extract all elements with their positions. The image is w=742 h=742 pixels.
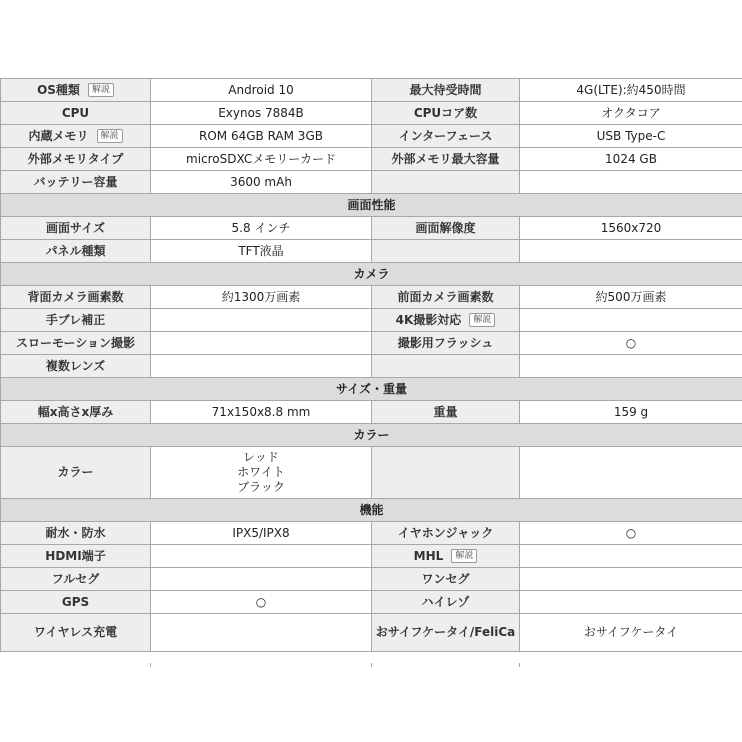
spec-label: イヤホンジャック (397, 525, 494, 540)
spec-value-cell (520, 309, 742, 332)
spec-row (1, 148, 742, 171)
spec-table (0, 78, 742, 652)
spec-label-cell (1, 125, 151, 148)
spec-label: 幅x高さx厚み (37, 404, 114, 419)
spec-row (1, 125, 742, 148)
spec-value-cell (520, 148, 742, 171)
spec-row (1, 522, 742, 545)
spec-label-cell (372, 79, 520, 102)
section-header-row (1, 499, 742, 522)
spec-row (1, 447, 742, 499)
spec-label-cell (1, 286, 151, 309)
spec-value-cell (151, 545, 372, 568)
spec-label-cell (1, 240, 151, 263)
table-border-tail (150, 663, 151, 667)
spec-label: 外部メモリタイプ (27, 151, 124, 166)
section-header-row (1, 424, 742, 447)
spec-label: おサイフケータイ/FeliCa (375, 625, 516, 639)
spec-label: ワンセグ (421, 571, 470, 586)
spec-value-cell (520, 79, 742, 102)
spec-label-cell (372, 614, 520, 652)
spec-label: CPUコア数 (413, 105, 478, 120)
spec-value: 1560x720 (600, 220, 662, 235)
spec-value: ROM 64GB RAM 3GB (199, 128, 323, 143)
spec-value-cell (520, 217, 742, 240)
spec-label: ワイヤレス充電 (33, 625, 118, 639)
spec-label-cell (1, 591, 151, 614)
spec-value-cell (520, 355, 742, 378)
table-border-tail (519, 663, 520, 667)
spec-value-cell (520, 447, 742, 499)
spec-row (1, 217, 742, 240)
spec-value-cell (151, 286, 372, 309)
spec-label-cell (372, 447, 520, 499)
spec-row (1, 79, 742, 102)
spec-label-cell (372, 568, 520, 591)
spec-row (1, 240, 742, 263)
spec-value: USB Type-C (596, 128, 666, 143)
spec-label-cell (1, 401, 151, 424)
spec-value: microSDXCメモリーカード (186, 151, 336, 166)
spec-value: 約500万画素 (595, 289, 667, 304)
spec-value-cell (520, 591, 742, 614)
section-header-row (1, 194, 742, 217)
spec-label-cell (372, 240, 520, 263)
spec-label: パネル種類 (45, 243, 106, 258)
spec-label: 重量 (433, 404, 458, 419)
spec-value-cell (520, 240, 742, 263)
spec-label-cell (372, 309, 520, 332)
spec-label: GPS (61, 594, 90, 609)
spec-label: バッテリー容量 (33, 174, 118, 189)
spec-label: 内蔵メモリ (28, 128, 89, 143)
section-title: カメラ (1, 263, 742, 286)
spec-value: おサイフケータイ (583, 625, 679, 639)
spec-label: 画面解像度 (415, 220, 476, 235)
spec-label-cell (1, 447, 151, 499)
spec-label-cell (372, 102, 520, 125)
spec-row (1, 171, 742, 194)
spec-value-cell (520, 171, 742, 194)
spec-label-cell (372, 286, 520, 309)
spec-label: CPU (61, 105, 90, 120)
section-title: 機能 (1, 499, 742, 522)
spec-value-cell (520, 125, 742, 148)
spec-label: 手ブレ補正 (45, 312, 106, 327)
spec-label-cell (372, 171, 520, 194)
spec-label: フルセグ (51, 571, 100, 586)
spec-label: 画面サイズ (45, 220, 106, 235)
spec-row (1, 286, 742, 309)
section-header-row (1, 378, 742, 401)
section-header-row (1, 263, 742, 286)
spec-row (1, 401, 742, 424)
spec-value: 4G(LTE):約450時間 (576, 82, 686, 97)
spec-value-cell (520, 102, 742, 125)
explanation-link-button[interactable]: 解説 (97, 129, 123, 143)
spec-value-cell (151, 614, 372, 652)
spec-label-cell (1, 545, 151, 568)
spec-value-cell (151, 332, 372, 355)
spec-value-cell (520, 401, 742, 424)
spec-value-cell (520, 614, 742, 652)
spec-value: Exynos 7884B (218, 105, 304, 120)
spec-value: 71x150x8.8 mm (211, 404, 311, 419)
spec-row (1, 545, 742, 568)
spec-label-cell (1, 332, 151, 355)
spec-value: IPX5/IPX8 (232, 525, 290, 540)
spec-value-cell (520, 286, 742, 309)
spec-label-cell (372, 217, 520, 240)
spec-value-cell (520, 522, 742, 545)
spec-label: スローモーション撮影 (15, 335, 136, 350)
spec-label-cell (1, 217, 151, 240)
spec-value: 159 g (613, 404, 649, 419)
spec-label-cell (372, 545, 520, 568)
spec-label: 外部メモリ最大容量 (391, 151, 500, 166)
spec-value: 1024 GB (605, 151, 657, 166)
spec-label: 最大待受時間 (409, 82, 482, 97)
value-line: レッド (243, 450, 279, 464)
spec-label-cell (1, 102, 151, 125)
spec-value-cell (151, 217, 372, 240)
explanation-link-button[interactable]: 解説 (88, 83, 114, 97)
spec-row (1, 102, 742, 125)
spec-row (1, 355, 742, 378)
spec-value: オクタコア (601, 105, 661, 120)
spec-label-cell (1, 522, 151, 545)
spec-value: ○ (255, 594, 267, 609)
spec-label: 耐水・防水 (45, 525, 106, 540)
spec-value-cell (151, 148, 372, 171)
spec-label: 背面カメラ画素数 (27, 289, 124, 304)
spec-value-cell (520, 568, 742, 591)
spec-value-cell (520, 332, 742, 355)
explanation-link-button[interactable]: 解説 (451, 549, 477, 563)
spec-row (1, 332, 742, 355)
spec-label: 複数レンズ (45, 358, 106, 373)
spec-value: ○ (625, 525, 637, 540)
spec-value: ○ (625, 335, 637, 350)
spec-value-cell (151, 79, 372, 102)
spec-value-cell (151, 522, 372, 545)
spec-value: TFT液晶 (238, 243, 284, 258)
spec-label: MHL (413, 548, 444, 563)
spec-label: OS種類 (37, 82, 80, 97)
spec-label-cell (1, 79, 151, 102)
spec-label-cell (372, 148, 520, 171)
spec-label-cell (1, 171, 151, 194)
spec-label: 4K撮影対応 (395, 312, 462, 327)
value-line: ホワイト (237, 465, 285, 479)
section-title: サイズ・重量 (1, 378, 742, 401)
spec-label: 撮影用フラッシュ (397, 335, 494, 350)
spec-label: 前面カメラ画素数 (397, 289, 494, 304)
section-title: カラー (1, 424, 742, 447)
spec-label-cell (1, 148, 151, 171)
spec-value: 5.8 インチ (231, 220, 291, 235)
spec-row (1, 309, 742, 332)
spec-label: インターフェース (398, 128, 493, 143)
spec-label-cell (1, 355, 151, 378)
spec-label-cell (372, 125, 520, 148)
spec-label: ハイレゾ (421, 594, 470, 609)
spec-row (1, 568, 742, 591)
spec-label: カラー (57, 465, 94, 479)
spec-value-cell (151, 447, 372, 499)
spec-label-cell (372, 401, 520, 424)
spec-label-cell (372, 355, 520, 378)
spec-value-cell (151, 240, 372, 263)
spec-label-cell (372, 332, 520, 355)
spec-label-cell (372, 591, 520, 614)
spec-value-cell (151, 355, 372, 378)
spec-value: Android 10 (228, 82, 294, 97)
spec-label-cell (1, 309, 151, 332)
spec-value: 3600 mAh (230, 174, 292, 189)
explanation-link-button[interactable]: 解説 (469, 313, 495, 327)
spec-value-cell (151, 591, 372, 614)
spec-value-cell (151, 102, 372, 125)
section-title: 画面性能 (1, 194, 742, 217)
value-line: ブラック (237, 480, 285, 494)
spec-value-cell (151, 401, 372, 424)
spec-label-cell (1, 614, 151, 652)
spec-value: 約1300万画素 (221, 289, 301, 304)
spec-row (1, 614, 742, 652)
spec-label-cell (372, 522, 520, 545)
spec-value-cell (151, 568, 372, 591)
spec-row (1, 591, 742, 614)
spec-value-cell (151, 309, 372, 332)
spec-label-cell (1, 568, 151, 591)
table-border-tail (371, 663, 372, 667)
spec-label: HDMI端子 (45, 548, 106, 563)
spec-value-cell (520, 545, 742, 568)
spec-value-cell (151, 171, 372, 194)
spec-value-cell (151, 125, 372, 148)
